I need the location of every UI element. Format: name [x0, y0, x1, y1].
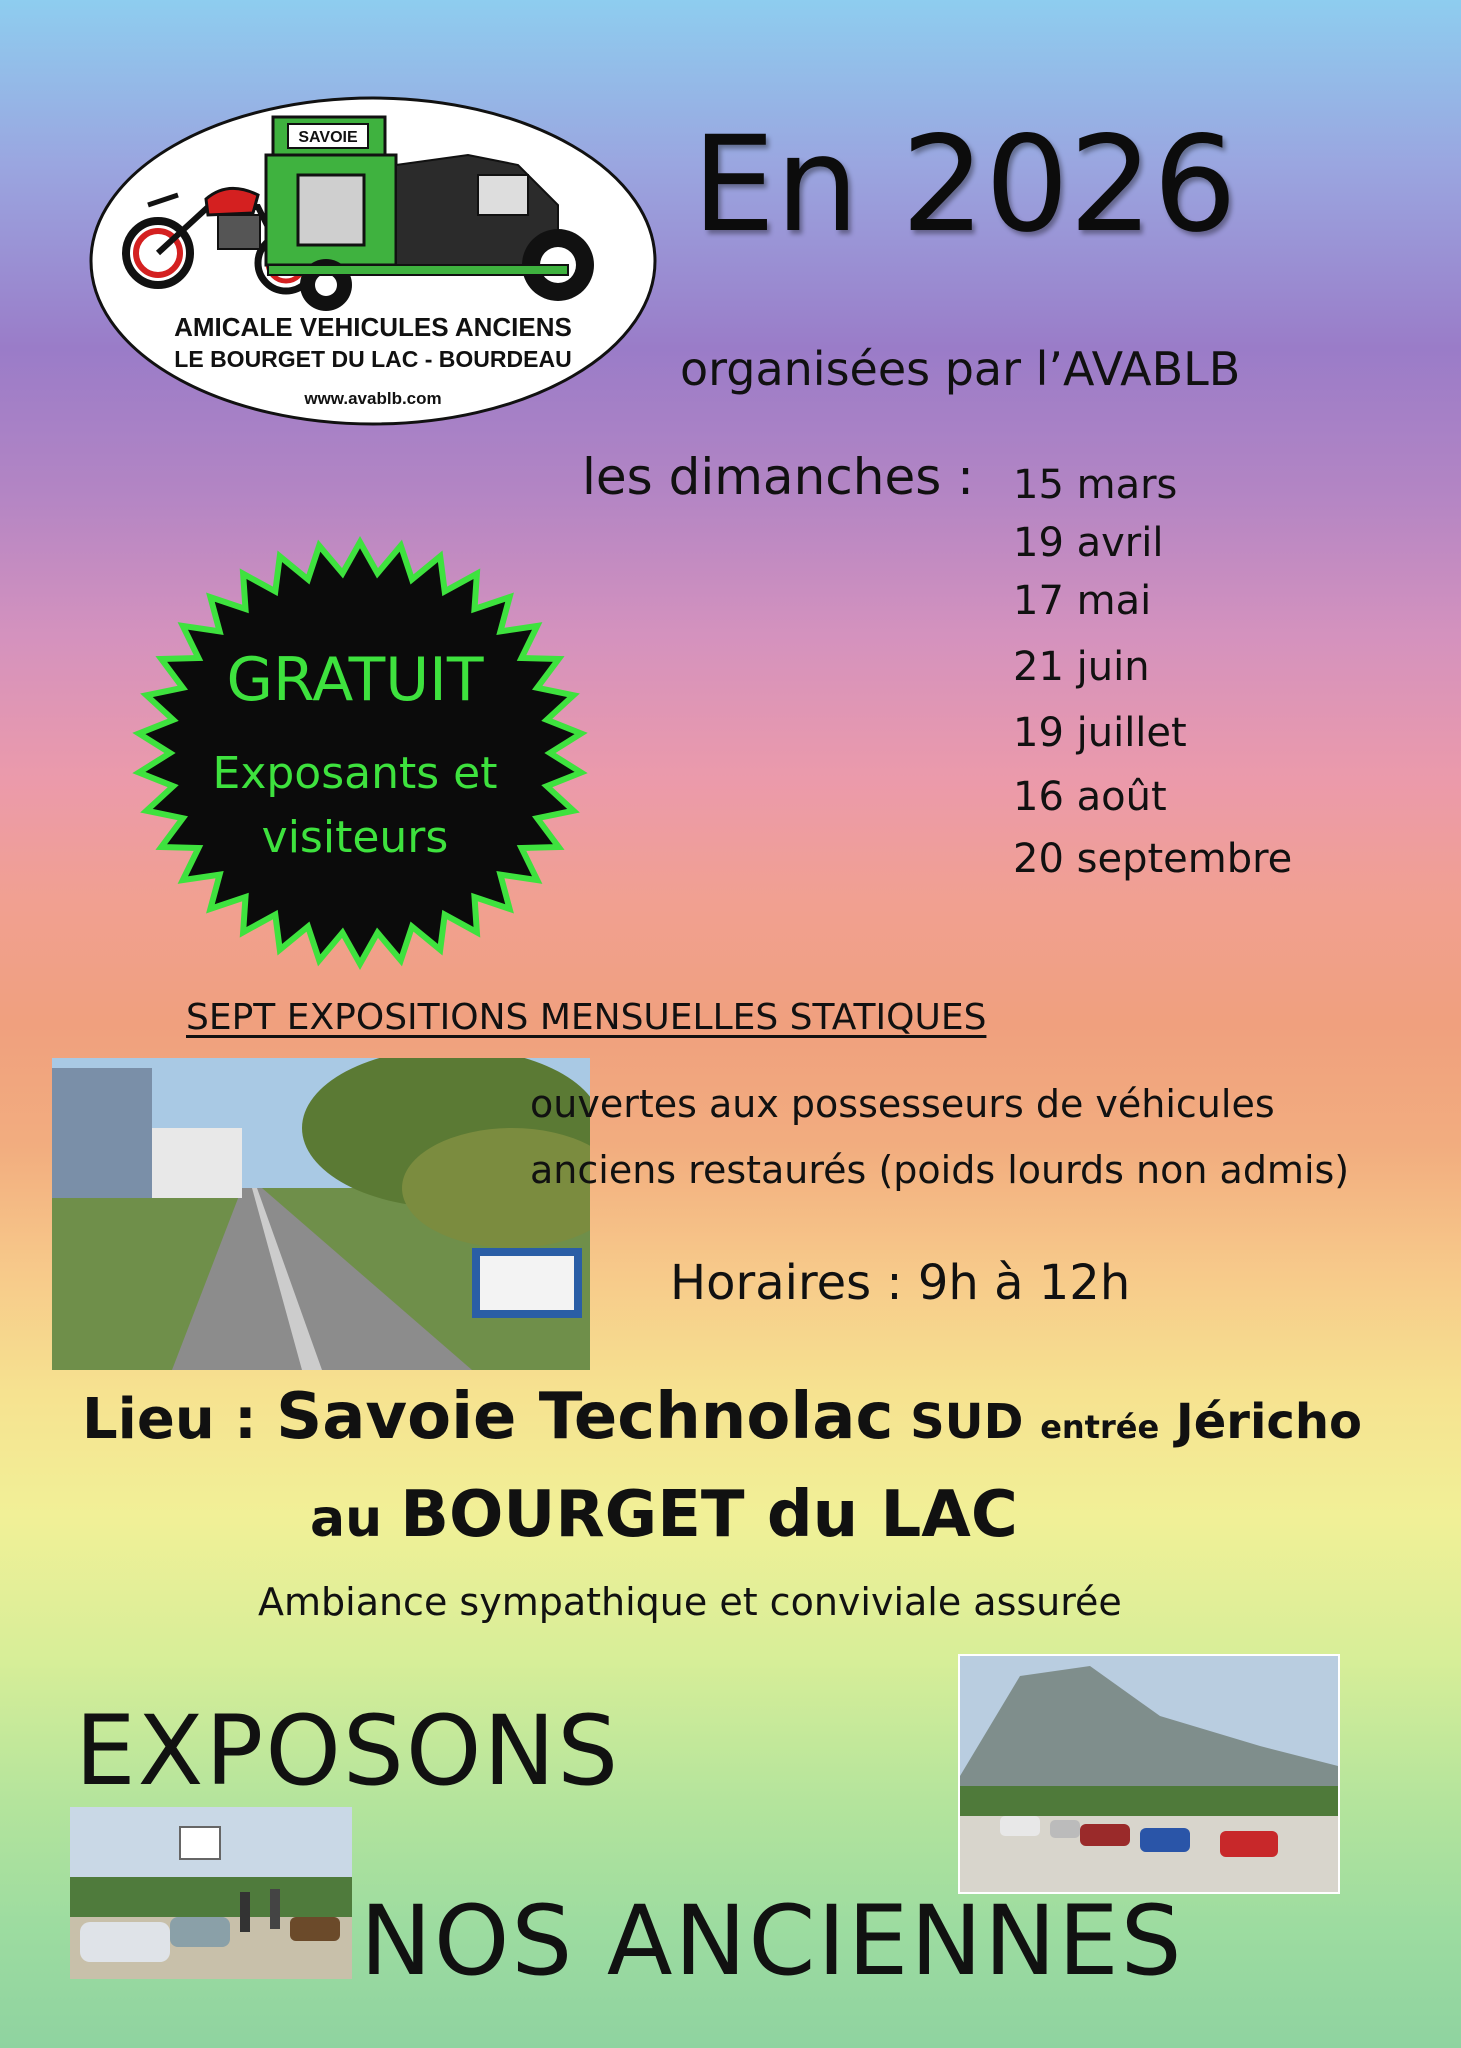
ambiance-note: Ambiance sympathique et conviviale assurée	[258, 1580, 1122, 1624]
date-item: 16 août	[1013, 774, 1167, 820]
headline-year: En 2026	[692, 108, 1237, 262]
logo-club-location: LE BOURGET DU LAC - BOURDEAU	[174, 346, 572, 372]
location-line	[82, 1380, 1362, 1454]
date-item: 19 juillet	[1013, 710, 1187, 756]
open-to-line2: anciens restaurés (poids lourds non admis)	[530, 1148, 1350, 1192]
club-logo	[88, 95, 658, 428]
organised-by: organisées par l’AVABLB	[680, 342, 1241, 396]
location-entrance: Jéricho	[1159, 1394, 1363, 1450]
logo-url: www.avablb.com	[304, 389, 442, 408]
opening-hours: Horaires : 9h à 12h	[670, 1255, 1131, 1311]
road-photo	[52, 1058, 590, 1370]
date-item: 19 avril	[1013, 520, 1164, 566]
free-badge-line1: Exposants et	[212, 748, 498, 799]
city-name: BOURGET du LAC	[400, 1478, 1018, 1552]
slogan-line2: NOS ANCIENNES	[360, 1885, 1184, 1997]
date-item: 15 mars	[1013, 462, 1178, 508]
open-to-line1: ouvertes aux possesseurs de véhicules	[530, 1082, 1275, 1126]
date-item: 17 mai	[1013, 578, 1152, 624]
location-label: Lieu :	[82, 1387, 277, 1452]
sundays-label: les dimanches :	[582, 448, 974, 506]
location-zone: SUD	[893, 1394, 1041, 1450]
exhibitions-title: SEPT EXPOSITIONS MENSUELLES STATIQUES	[186, 997, 987, 1038]
free-badge-line2: visiteurs	[261, 812, 449, 863]
date-item: 21 juin	[1013, 644, 1150, 690]
free-badge-title: GRATUIT	[226, 645, 484, 715]
logo-plate-text: SAVOIE	[298, 129, 358, 146]
logo-club-name: AMICALE VEHICULES ANCIENS	[174, 312, 572, 342]
slogan-line1: EXPOSONS	[75, 1695, 621, 1807]
city-prefix: au	[310, 1489, 401, 1549]
location-place: Savoie Technolac	[276, 1380, 894, 1454]
classic-cars-mountain-photo	[958, 1654, 1340, 1894]
location-city-line	[310, 1478, 1018, 1552]
location-entrance-word: entrée	[1040, 1408, 1160, 1446]
club-members-photo	[70, 1807, 352, 1979]
date-item: 20 septembre	[1013, 836, 1293, 882]
